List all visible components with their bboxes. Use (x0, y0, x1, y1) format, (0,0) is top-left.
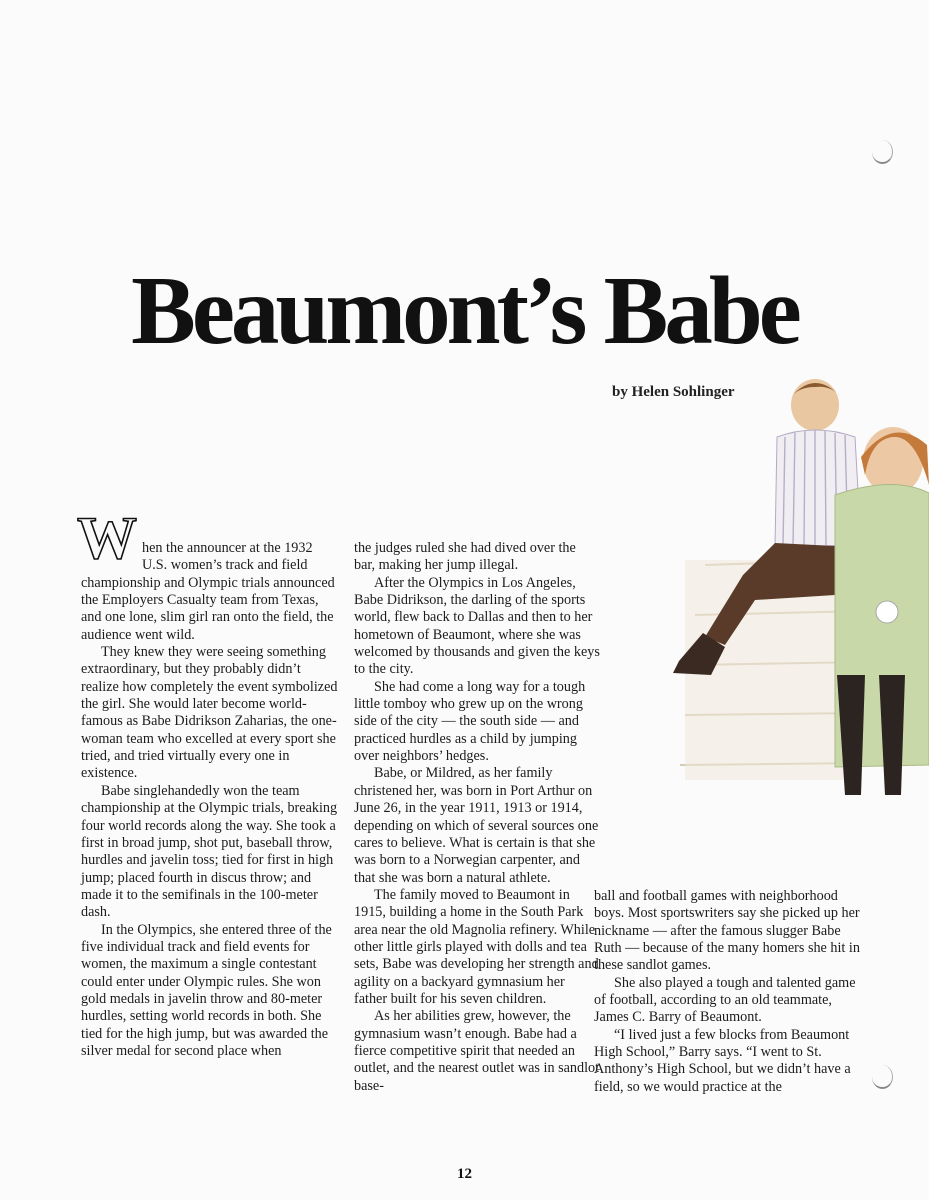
paragraph: She had come a long way for a tough little tomboy who grew up on the wrong side of the city — the south side — and practiced hurdles as a child by jumping over neighbors’ hedges. (354, 678, 586, 765)
paragraph: When the announcer at the 1932 U.S. women’s track and field championship and Olympic trials announced the Employers Casualty team from Texas, and one lone, slim girl ran onto the field, the audience went wild. (77, 505, 335, 643)
paragraph: ball and football games with neighborhood boys. Most sportswriters say she picked up her nickname — after the famous slugger Babe Ruth — because of the many homers she hit in these sandlot games. (594, 888, 860, 974)
paragraph: “I lived just a few blocks from Beaumont High School,” Barry says. “I went to St. Anthony’s High School, but we didn’t have a field, so we would practice at the (594, 1026, 851, 1095)
hole-punch-top (872, 140, 893, 164)
column-3 (594, 888, 862, 1096)
illustration-children-on-steps (665, 375, 929, 815)
column-2 (354, 540, 600, 1095)
byline: by Helen Sohlinger (612, 384, 735, 400)
paragraph: In the Olympics, she entered three of the five individual track and field events for women, the maximum a single contestant could enter under Olympic rules. She won gold medals in javelin throw and 80-meter hurdles, setting world records in both. She tied for the high jump, but was awarded the silver medal for second place when (81, 921, 332, 1059)
page-number: 12 (457, 1166, 472, 1182)
paragraph: After the Olympics in Los Angeles, Babe Didrikson, the darling of the sports world, flew back to Dallas and then to her hometown of Beaumont, where she was welcomed by thousands and given the keys to the city. (354, 574, 600, 678)
hole-punch-bottom (872, 1065, 893, 1089)
paragraph: The family moved to Beaumont in 1915, building a home in the South Park area near the old Magnolia refinery. While other little girls played with dolls and tea sets, Babe was developing her strength and agility on a backyard gymnasium her father built for his seven children. (354, 886, 599, 1007)
paragraph: As her abilities grew, however, the gymnasium wasn’t enough. Babe had a fierce competitive spirit that needed an outlet, and the nearest outlet was in sandlot base- (354, 1008, 600, 1094)
column-1 (77, 505, 339, 1060)
article-title: Beaumont’s Babe (131, 257, 798, 364)
paragraph: She also played a tough and talented game of football, according to an old teammate, James C. Barry of Beaumont. (594, 974, 856, 1026)
dropcap-letter: W (77, 505, 137, 571)
paragraph: the judges ruled she had dived over the bar, making her jump illegal. (354, 540, 576, 574)
paragraph: Babe, or Mildred, as her family christened her, was born in Port Arthur on June 26, in the year 1911, 1913 or 1914, depending on which of several sources one cares to believe. What is certain is that she was born to a Norwegian carpenter, and that she was born a natural athlete. (354, 765, 599, 886)
paragraph: They knew they were seeing something extraordinary, but they probably didn’t realize how completely the event symbolized the girl. She would later become world-famous as Babe Didrikson Zaharias, the one-woman team who excelled at every sport she tried, and tried virtually every one in existence. (81, 644, 338, 782)
paragraph: Babe singlehandedly won the team championship at the Olympic trials, breaking four world records along the way. She took a first in broad jump, shot put, baseball throw, hurdles and javelin toss; tied for first in high jump; placed fourth in discus throw; and made it to the semifinals in the 100-meter dash. (81, 782, 338, 921)
